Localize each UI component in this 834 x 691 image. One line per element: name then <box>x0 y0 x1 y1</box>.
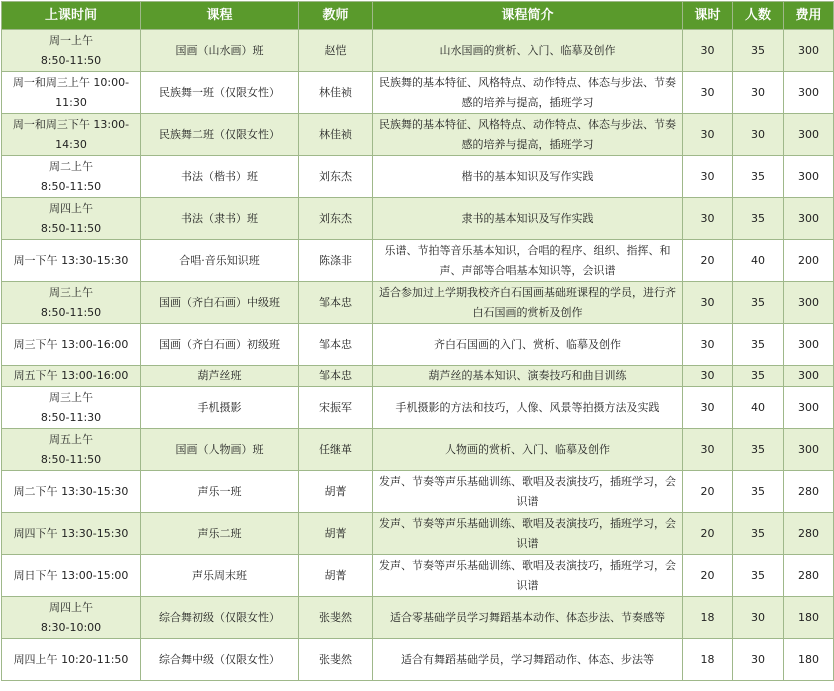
intro-cell: 民族舞的基本特征、风格特点、动作特点、体态与步法、节奏感的培养与提高，插班学习 <box>373 114 683 156</box>
hours-cell: 30 <box>683 72 733 114</box>
time-line: 周三上午 <box>49 390 93 404</box>
capacity-cell: 40 <box>733 387 784 429</box>
time-cell <box>2 471 141 513</box>
time-line: 8:50-11:50 <box>40 452 102 466</box>
hours-cell: 20 <box>683 555 733 597</box>
time-line: 周五下午 <box>13 369 58 382</box>
fee-cell: 300 <box>784 156 834 198</box>
fee-cell: 300 <box>784 114 834 156</box>
teacher-cell: 邹本忠 <box>299 366 373 387</box>
teacher-cell: 林佳祯 <box>299 114 373 156</box>
time-line: 13:30-15:30 <box>61 484 129 498</box>
capacity-cell: 30 <box>733 72 784 114</box>
capacity-cell: 35 <box>733 429 784 471</box>
course-cell: 国画（齐白石画）中级班 <box>141 282 299 324</box>
time-line: 8:30-10:00 <box>40 620 102 634</box>
teacher-cell: 刘东杰 <box>299 156 373 198</box>
table-row <box>2 240 834 282</box>
capacity-cell: 30 <box>733 114 784 156</box>
hours-cell: 30 <box>683 429 733 471</box>
teacher-cell: 陈涤非 <box>299 240 373 282</box>
time-line: 14:30 <box>55 137 87 151</box>
time-line: 周一上午 <box>49 33 93 47</box>
intro-cell: 发声、节奏等声乐基础训练、歌唱及表演技巧，插班学习，会识谱 <box>373 555 683 597</box>
intro-cell: 隶书的基本知识及写作实践 <box>373 198 683 240</box>
teacher-cell: 宋振军 <box>299 387 373 429</box>
hours-cell: 18 <box>683 597 733 639</box>
time-line: 13:00-15:00 <box>61 568 129 582</box>
course-cell: 民族舞一班（仅限女性） <box>141 72 299 114</box>
course-cell: 书法（隶书）班 <box>141 198 299 240</box>
time-line: 8:50-11:50 <box>40 221 102 235</box>
table-row <box>2 114 834 156</box>
fee-cell: 180 <box>784 639 834 681</box>
time-line: 13:30-15:30 <box>61 253 129 267</box>
time-cell <box>2 366 141 387</box>
table-row <box>2 597 834 639</box>
fee-cell: 300 <box>784 387 834 429</box>
table-row <box>2 30 834 72</box>
fee-cell: 300 <box>784 282 834 324</box>
intro-cell: 山水国画的赏析、入门、临摹及创作 <box>373 30 683 72</box>
capacity-cell: 35 <box>733 513 784 555</box>
table-row <box>2 387 834 429</box>
fee-cell: 300 <box>784 72 834 114</box>
intro-cell: 齐白石国画的入门、赏析、临摹及创作 <box>373 324 683 366</box>
teacher-cell: 赵恺 <box>299 30 373 72</box>
intro-cell: 民族舞的基本特征、风格特点、动作特点、体态与步法、节奏感的培养与提高，插班学习 <box>373 72 683 114</box>
capacity-cell: 35 <box>733 156 784 198</box>
table-row <box>2 366 834 387</box>
table-row <box>2 555 834 597</box>
capacity-cell: 35 <box>733 555 784 597</box>
course-cell: 国画（人物画）班 <box>141 429 299 471</box>
course-cell: 国画（齐白石画）初级班 <box>141 324 299 366</box>
intro-cell: 人物画的赏析、入门、临摹及创作 <box>373 429 683 471</box>
fee-cell: 280 <box>784 555 834 597</box>
course-cell: 民族舞二班（仅限女性） <box>141 114 299 156</box>
teacher-cell: 刘东杰 <box>299 198 373 240</box>
time-line: 11:30 <box>55 95 87 109</box>
time-line: 周四上午 <box>13 652 58 666</box>
course-schedule-table <box>1 1 834 681</box>
hours-cell: 30 <box>683 30 733 72</box>
intro-cell: 手机摄影的方法和技巧，人像、风景等拍摄方法及实践 <box>373 387 683 429</box>
time-line: 周一和周三下午 13:00- <box>12 117 130 131</box>
fee-cell: 300 <box>784 324 834 366</box>
teacher-cell: 胡菁 <box>299 471 373 513</box>
header-intro: 课程简介 <box>373 2 683 30</box>
course-cell: 书法（楷书）班 <box>141 156 299 198</box>
teacher-cell: 任继革 <box>299 429 373 471</box>
time-line: 8:50-11:50 <box>40 305 102 319</box>
time-line: 周四上午 <box>49 201 93 215</box>
header-course: 课程 <box>141 2 299 30</box>
time-line: 8:50-11:50 <box>40 179 102 193</box>
time-line: 周二下午 <box>13 484 58 498</box>
table-row <box>2 429 834 471</box>
time-cell <box>2 387 141 429</box>
time-cell <box>2 198 141 240</box>
fee-cell: 300 <box>784 366 834 387</box>
capacity-cell: 35 <box>733 30 784 72</box>
time-cell <box>2 324 141 366</box>
capacity-cell: 35 <box>733 324 784 366</box>
fee-cell: 280 <box>784 513 834 555</box>
course-cell: 葫芦丝班 <box>141 366 299 387</box>
time-line: 10:20-11:50 <box>61 652 129 666</box>
table-row <box>2 324 834 366</box>
time-cell <box>2 429 141 471</box>
time-cell <box>2 156 141 198</box>
table-row <box>2 513 834 555</box>
fee-cell: 300 <box>784 429 834 471</box>
intro-cell: 乐谱、节拍等音乐基本知识，合唱的程序、组织、指挥、和声、声部等合唱基本知识等，会识谱 <box>373 240 683 282</box>
time-line: 13:30-15:30 <box>61 526 129 540</box>
time-line: 周四上午 <box>49 600 93 614</box>
course-cell: 合唱·音乐知识班 <box>141 240 299 282</box>
hours-cell: 30 <box>683 366 733 387</box>
time-cell <box>2 513 141 555</box>
hours-cell: 30 <box>683 156 733 198</box>
table-row <box>2 471 834 513</box>
time-cell <box>2 114 141 156</box>
time-line: 周三下午 <box>13 337 58 351</box>
header-fee: 费用 <box>784 2 834 30</box>
header-time: 上课时间 <box>2 2 141 30</box>
time-cell <box>2 639 141 681</box>
teacher-cell: 邹本忠 <box>299 324 373 366</box>
teacher-cell: 胡菁 <box>299 555 373 597</box>
course-cell: 综合舞中级（仅限女性） <box>141 639 299 681</box>
header-capacity: 人数 <box>733 2 784 30</box>
teacher-cell: 张斐然 <box>299 639 373 681</box>
teacher-cell: 胡菁 <box>299 513 373 555</box>
time-line: 13:00-16:00 <box>61 337 129 351</box>
intro-cell: 葫芦丝的基本知识、演奏技巧和曲目训练 <box>373 366 683 387</box>
teacher-cell: 张斐然 <box>299 597 373 639</box>
time-line: 周五上午 <box>49 432 93 446</box>
capacity-cell: 35 <box>733 471 784 513</box>
hours-cell: 30 <box>683 198 733 240</box>
hours-cell: 20 <box>683 513 733 555</box>
time-line: 8:50-11:50 <box>40 53 102 67</box>
capacity-cell: 35 <box>733 366 784 387</box>
capacity-cell: 40 <box>733 240 784 282</box>
time-line: 周一下午 <box>13 253 58 267</box>
hours-cell: 30 <box>683 387 733 429</box>
course-cell: 声乐二班 <box>141 513 299 555</box>
intro-cell: 适合零基础学员学习舞蹈基本动作、体态步法、节奏感等 <box>373 597 683 639</box>
fee-cell: 280 <box>784 471 834 513</box>
table-row <box>2 72 834 114</box>
time-line: 13:00-16:00 <box>61 369 129 382</box>
capacity-cell: 30 <box>733 639 784 681</box>
course-cell: 声乐一班 <box>141 471 299 513</box>
hours-cell: 30 <box>683 324 733 366</box>
time-line: 8:50-11:30 <box>40 410 102 424</box>
course-cell: 综合舞初级（仅限女性） <box>141 597 299 639</box>
time-line: 周日下午 <box>13 568 58 582</box>
capacity-cell: 35 <box>733 282 784 324</box>
hours-cell: 30 <box>683 282 733 324</box>
fee-cell: 300 <box>784 198 834 240</box>
time-line: 周一和周三上午 10:00- <box>12 75 130 89</box>
fee-cell: 300 <box>784 30 834 72</box>
intro-cell: 发声、节奏等声乐基础训练、歌唱及表演技巧，插班学习，会识谱 <box>373 471 683 513</box>
time-line: 周四下午 <box>13 526 58 540</box>
capacity-cell: 35 <box>733 198 784 240</box>
hours-cell: 20 <box>683 471 733 513</box>
intro-cell: 发声、节奏等声乐基础训练、歌唱及表演技巧，插班学习，会识谱 <box>373 513 683 555</box>
table-row <box>2 639 834 681</box>
header-teacher: 教师 <box>299 2 373 30</box>
intro-cell: 适合有舞蹈基础学员，学习舞蹈动作、体态、步法等 <box>373 639 683 681</box>
course-cell: 手机摄影 <box>141 387 299 429</box>
table-row <box>2 156 834 198</box>
fee-cell: 200 <box>784 240 834 282</box>
intro-cell: 适合参加过上学期我校齐白石国画基础班课程的学员，进行齐白石国画的赏析及创作 <box>373 282 683 324</box>
intro-cell: 楷书的基本知识及写作实践 <box>373 156 683 198</box>
table-row <box>2 198 834 240</box>
time-cell <box>2 240 141 282</box>
hours-cell: 20 <box>683 240 733 282</box>
time-line: 周二上午 <box>49 159 93 173</box>
hours-cell: 18 <box>683 639 733 681</box>
fee-cell: 180 <box>784 597 834 639</box>
header-hours: 课时 <box>683 2 733 30</box>
time-cell <box>2 72 141 114</box>
teacher-cell: 邹本忠 <box>299 282 373 324</box>
capacity-cell: 30 <box>733 597 784 639</box>
time-cell <box>2 555 141 597</box>
time-cell <box>2 282 141 324</box>
teacher-cell: 林佳祯 <box>299 72 373 114</box>
course-cell: 国画（山水画）班 <box>141 30 299 72</box>
course-cell: 声乐周末班 <box>141 555 299 597</box>
table-row <box>2 282 834 324</box>
header-row <box>2 2 834 30</box>
time-cell <box>2 597 141 639</box>
time-line: 周三上午 <box>49 285 93 299</box>
time-cell <box>2 30 141 72</box>
hours-cell: 30 <box>683 114 733 156</box>
